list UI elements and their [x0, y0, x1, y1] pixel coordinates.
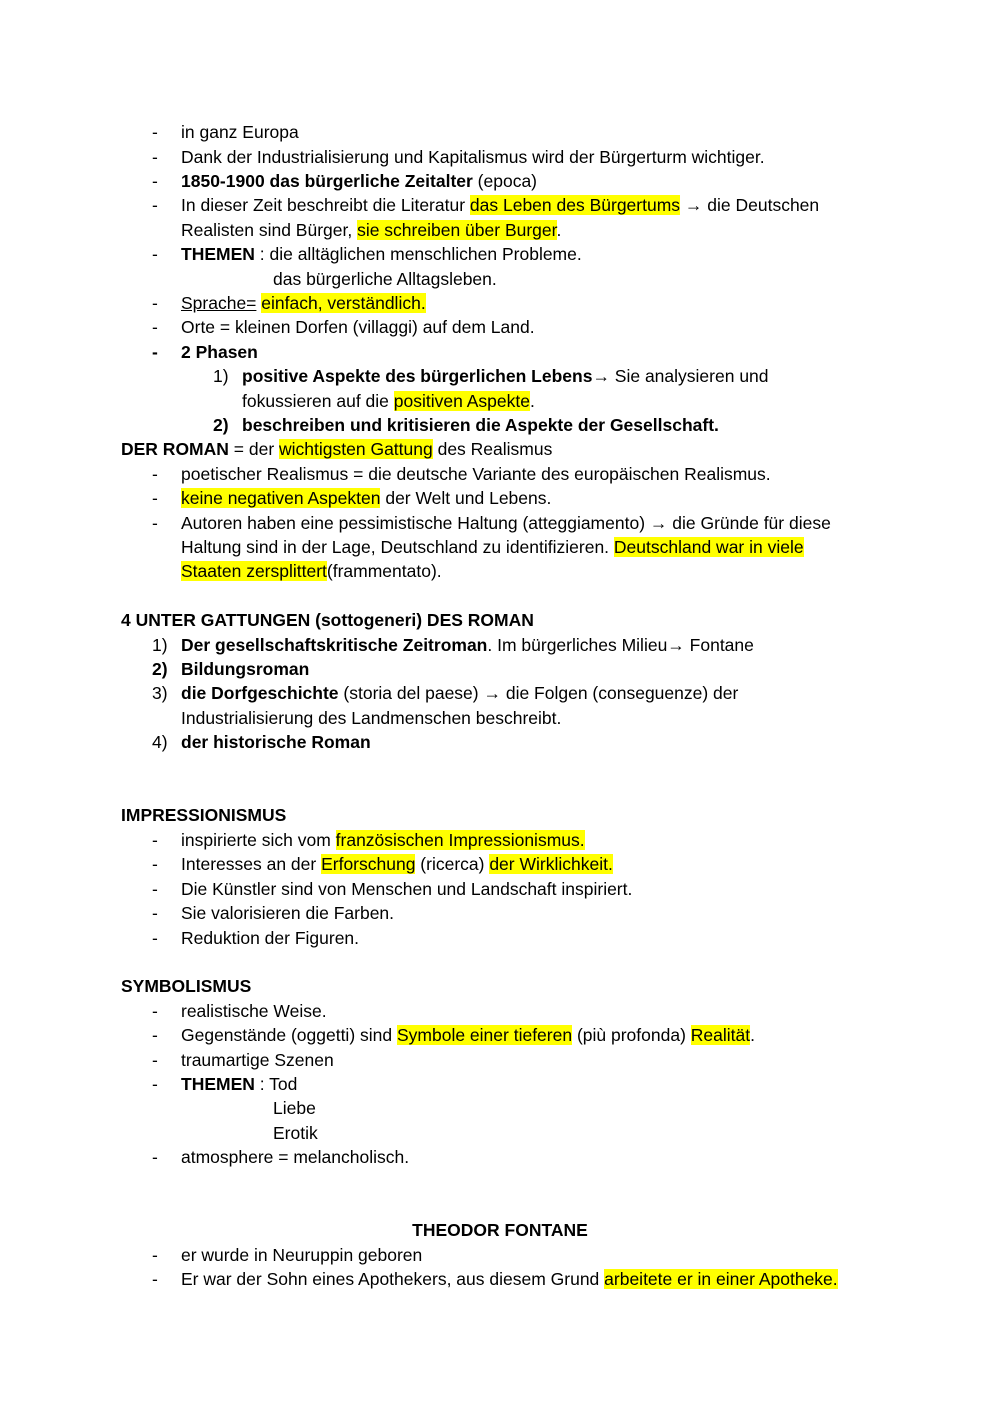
text-run: .	[750, 1025, 755, 1045]
text-run: = der	[228, 439, 280, 459]
list-item	[0, 999, 1000, 1023]
highlighted-text: sie schreiben über Burger	[357, 220, 557, 240]
heading-text: THEODOR FONTANE	[412, 1220, 588, 1240]
highlighted-text: Staaten zersplittert	[181, 561, 327, 581]
bullet-dash: -	[152, 513, 158, 533]
bullet-dash: -	[152, 488, 158, 508]
list-item	[0, 1023, 1000, 1047]
text-run: Erotik	[273, 1123, 318, 1143]
numbered-item	[0, 657, 1000, 681]
phase-item	[0, 413, 1000, 437]
heading-text: IMPRESSIONISMUS	[121, 805, 287, 825]
text-run: (ricerca)	[415, 854, 490, 874]
section-heading-fontane	[0, 1218, 1000, 1242]
highlighted-text: der Wirklichkeit.	[489, 854, 613, 874]
list-item	[0, 1048, 1000, 1072]
bullet-dash: -	[152, 147, 158, 167]
text-run: Gegenstände (oggetti) sind	[181, 1025, 397, 1045]
list-item	[0, 901, 1000, 925]
list-item	[0, 1267, 1000, 1291]
bullet-dash: -	[152, 1050, 158, 1070]
text-run: er wurde in Neuruppin geboren	[181, 1245, 423, 1265]
list-item-text	[181, 1243, 422, 1267]
bold-text: DER ROMAN	[121, 439, 229, 459]
bold-text: 2 Phasen	[181, 342, 258, 362]
list-item	[0, 169, 1000, 193]
list-item-text	[181, 901, 394, 925]
text-run: (più profonda)	[572, 1025, 691, 1045]
highlighted-text: französischen Impressionismus.	[335, 830, 585, 850]
phase-item	[0, 364, 1000, 388]
phase-number: 2)	[213, 415, 229, 435]
numbered-item	[0, 633, 1000, 657]
bullet-dash: -	[152, 830, 158, 850]
list-item	[0, 340, 1000, 364]
list-item-text	[181, 218, 561, 242]
list-item	[0, 291, 1000, 315]
bullet-dash: -	[152, 1074, 158, 1094]
text-run: Orte = kleinen Dorfen (villaggi) auf dem Land.	[181, 317, 535, 337]
list-item-continuation	[0, 267, 1000, 291]
text-run: Industrialisierung des Landmenschen beschreibt.	[181, 708, 562, 728]
list-item-text	[181, 486, 551, 510]
list-item-text	[181, 169, 537, 193]
highlighted-text: keine negativen Aspekten	[181, 488, 381, 508]
list-item-text	[181, 120, 299, 144]
list-item-text	[181, 1145, 409, 1169]
bullet-dash: -	[152, 1025, 158, 1045]
numbered-item	[0, 730, 1000, 754]
bullet-dash: -	[152, 1147, 158, 1167]
item-text	[181, 633, 754, 657]
text-run: poetischer Realismus = die deutsche Variante des europäischen Realismus.	[181, 464, 771, 484]
list-item-text	[181, 535, 804, 559]
bullet-dash: -	[152, 122, 158, 142]
text-run: Realisten sind Bürger,	[181, 220, 358, 240]
list-item-text	[181, 340, 258, 364]
list-item	[0, 1243, 1000, 1267]
text-run: Er war der Sohn eines Apothekers, aus diesem Grund	[181, 1269, 605, 1289]
list-item	[0, 1145, 1000, 1169]
list-item-text	[181, 1023, 755, 1047]
bold-text: die Dorfgeschichte	[181, 683, 339, 703]
text-run: traumartige Szenen	[181, 1050, 334, 1070]
list-item	[0, 462, 1000, 486]
bold-text: der historische Roman	[181, 732, 371, 752]
list-item	[0, 315, 1000, 339]
text-run: Die Künstler sind von Menschen und Landschaft inspiriert.	[181, 879, 633, 899]
bullet-dash: -	[152, 1245, 158, 1265]
list-item-text	[273, 1121, 318, 1145]
text-run: atmosphere = melancholisch.	[181, 1147, 410, 1167]
list-item-continuation	[0, 1121, 1000, 1145]
text-run: In dieser Zeit beschreibt die Literatur	[181, 195, 470, 215]
list-item-text	[181, 462, 771, 486]
section-heading-roman	[0, 437, 1000, 461]
list-item-text	[181, 1048, 334, 1072]
list-item	[0, 511, 1000, 535]
bold-text: positive Aspekte des bürgerlichen Lebens	[242, 366, 593, 386]
underlined-text: Sprache=	[181, 293, 257, 313]
text-run: (frammentato).	[326, 561, 442, 581]
list-item-continuation	[0, 559, 1000, 583]
bullet-dash: -	[152, 317, 158, 337]
text-run: Sie valorisieren die Farben.	[181, 903, 395, 923]
list-item-text	[181, 559, 442, 583]
bullet-dash: -	[152, 903, 158, 923]
text-run: : die alltäglichen menschlichen Probleme.	[254, 244, 582, 264]
item-number: 2)	[152, 659, 168, 679]
bullet-dash: -	[152, 342, 158, 362]
bold-text: Bildungsroman	[181, 659, 310, 679]
text-run: → Sie analysieren und	[592, 366, 769, 386]
bold-text: THEMEN	[181, 1074, 255, 1094]
item-text	[181, 730, 371, 754]
list-item	[0, 926, 1000, 950]
text-run: das bürgerliche Alltagsleben.	[273, 269, 497, 289]
list-item	[0, 852, 1000, 876]
item-text	[181, 681, 738, 705]
highlighted-text: Erforschung	[321, 854, 416, 874]
section-heading-symbolism	[0, 974, 1000, 998]
bold-text: 1850-1900 das bürgerliche Zeitalter	[181, 171, 473, 191]
bold-text: Der gesellschaftskritische Zeitroman	[181, 635, 488, 655]
phase-number: 1)	[213, 366, 229, 386]
text-run: → die Deutschen	[680, 195, 820, 215]
list-item	[0, 120, 1000, 144]
heading-text: 4 UNTER GATTUNGEN (sottogeneri) DES ROMAN	[121, 610, 534, 630]
list-item-text	[181, 511, 831, 535]
list-item	[0, 242, 1000, 266]
text-run: fokussieren auf die	[242, 391, 394, 411]
list-item-continuation	[0, 218, 1000, 242]
list-item	[0, 877, 1000, 901]
heading-text	[121, 437, 552, 461]
list-item-text	[181, 315, 535, 339]
highlighted-text: das Leben des Bürgertums	[469, 195, 681, 215]
text-run: (epoca)	[472, 171, 538, 191]
section-heading-impressionism	[0, 803, 1000, 827]
bullet-dash: -	[152, 244, 158, 264]
text-run: realistische Weise.	[181, 1001, 327, 1021]
numbered-item-continuation	[0, 706, 1000, 730]
highlighted-text: Deutschland war in viele	[613, 537, 804, 557]
list-item-text	[181, 291, 426, 315]
list-item-text	[181, 1267, 838, 1291]
phase-text	[242, 389, 535, 413]
bullet-dash: -	[152, 1001, 158, 1021]
text-run: Interesses an der	[181, 854, 322, 874]
list-item-text	[181, 242, 582, 266]
text-run: .	[556, 220, 562, 240]
bold-text: beschreiben und kritisieren die Aspekte der Gesellschaft.	[242, 415, 719, 435]
bullet-dash: -	[152, 928, 158, 948]
item-text	[181, 706, 561, 730]
list-item-text	[273, 267, 497, 291]
bullet-dash: -	[152, 464, 158, 484]
text-run: des Realismus	[432, 439, 553, 459]
highlighted-text: positiven Aspekte	[393, 391, 530, 411]
bullet-dash: -	[152, 854, 158, 874]
numbered-item	[0, 681, 1000, 705]
list-item	[0, 486, 1000, 510]
phase-text	[242, 413, 719, 437]
list-item-text	[181, 193, 819, 217]
bullet-dash: -	[152, 293, 158, 313]
phase-text	[242, 364, 769, 388]
list-item-text	[181, 852, 613, 876]
list-item-text	[181, 877, 632, 901]
text-run: Liebe	[273, 1098, 316, 1118]
highlighted-text: einfach, verständlich.	[261, 293, 426, 313]
item-text	[181, 657, 309, 681]
text-run: Reduktion der Figuren.	[181, 928, 360, 948]
text-run: : Tod	[254, 1074, 298, 1094]
list-item-text	[181, 999, 327, 1023]
text-run: in ganz Europa	[181, 122, 299, 142]
list-item-continuation	[0, 535, 1000, 559]
list-item-text	[181, 145, 765, 169]
list-item-text	[181, 926, 359, 950]
list-item-text	[181, 1072, 297, 1096]
phase-item-continuation	[0, 389, 1000, 413]
text-run: inspirierte sich vom	[181, 830, 336, 850]
text-run: Autoren haben eine pessimistische Haltung (atteggiamento) → die Gründe für diese	[181, 513, 831, 533]
list-item	[0, 1072, 1000, 1096]
text-run: . Im bürgerliches Milieu→ Fontane	[487, 635, 754, 655]
bullet-dash: -	[152, 171, 158, 191]
text-run: Haltung sind in der Lage, Deutschland zu identifizieren.	[181, 537, 614, 557]
highlighted-text: arbeitete er in einer Apotheke.	[604, 1269, 838, 1289]
item-number: 4)	[152, 732, 168, 752]
text-run: der Welt und Lebens.	[380, 488, 552, 508]
item-number: 3)	[152, 683, 168, 703]
list-item	[0, 193, 1000, 217]
bullet-dash: -	[152, 1269, 158, 1289]
bold-text: THEMEN	[181, 244, 255, 264]
list-item	[0, 145, 1000, 169]
bullet-dash: -	[152, 195, 158, 215]
text-run: .	[529, 391, 535, 411]
text-run: (storia del paese) → die Folgen (conseguenze) der	[338, 683, 739, 703]
highlighted-text: wichtigsten Gattung	[279, 439, 433, 459]
section-heading-subgenres	[0, 608, 1000, 632]
heading-text: SYMBOLISMUS	[121, 976, 252, 996]
list-item-continuation	[0, 1096, 1000, 1120]
item-number: 1)	[152, 635, 168, 655]
highlighted-text: Symbole einer tieferen	[396, 1025, 573, 1045]
text-run: Dank der Industrialisierung und Kapitalismus wird der Bürgerturm wichtiger.	[181, 147, 765, 167]
bullet-dash: -	[152, 879, 158, 899]
list-item	[0, 828, 1000, 852]
list-item-text	[181, 828, 585, 852]
highlighted-text: Realität	[690, 1025, 751, 1045]
list-item-text	[273, 1096, 316, 1120]
